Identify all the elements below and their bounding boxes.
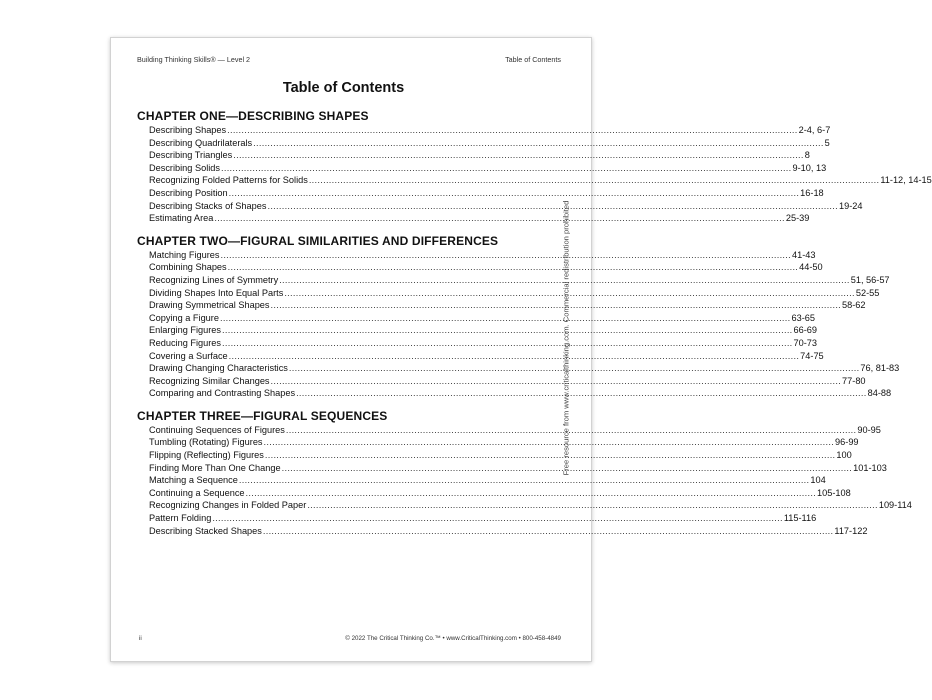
toc-entry: [149, 512, 817, 525]
dot-leader: ........................................................................................................................................................................................................: [222, 325, 793, 336]
toc-entry-title: Reducing Figures: [149, 337, 222, 348]
dot-leader: ........................................................................................................................................................................................................: [296, 388, 867, 399]
toc-entry-title: Matching a Sequence: [149, 475, 238, 486]
dot-leader: ........................................................................................................................................................................................................: [288, 363, 860, 374]
dot-leader: ........................................................................................................................................................................................................: [214, 213, 785, 224]
document-page: [110, 37, 932, 662]
toc-entry: [149, 362, 900, 375]
toc-entry-pages: 41-43: [791, 249, 816, 260]
dot-leader: ........................................................................................................................................................................................................: [219, 312, 791, 323]
toc-entry-pages: 115-116: [783, 513, 817, 524]
toc-entry-title: Flipping (Reflecting) Figures: [149, 450, 264, 461]
dot-leader: ........................................................................................................................................................................................................: [228, 350, 800, 361]
toc-entry: [149, 249, 816, 262]
dot-leader: ........................................................................................................................................................................................................: [285, 424, 857, 435]
dot-leader: ........................................................................................................................................................................................................: [245, 487, 817, 498]
toc-entry: [149, 324, 818, 337]
toc-entry: [149, 525, 868, 538]
toc-entry-pages: 76, 81-83: [860, 363, 900, 374]
toc-entry: [149, 312, 815, 325]
toc-entry-title: Recognizing Changes in Folded Paper: [149, 500, 307, 511]
toc-entry-title: Covering a Surface: [149, 350, 228, 361]
toc-entry-title: Estimating Area: [149, 213, 214, 224]
page-number: ii: [139, 635, 142, 642]
toc-entry-pages: 109-114: [878, 500, 912, 511]
toc-entry-title: Continuing Sequences of Figures: [149, 424, 285, 435]
chapter-section: [137, 109, 932, 225]
dot-leader: ........................................................................................................................................................................................................: [308, 175, 880, 186]
toc-entry-title: Pattern Folding: [149, 513, 212, 524]
toc-entry-pages: 9-10, 13: [792, 162, 827, 173]
dot-leader: ........................................................................................................................................................................................................: [233, 150, 804, 161]
dot-leader: ........................................................................................................................................................................................................: [212, 513, 783, 524]
toc-entry: [149, 287, 880, 300]
toc-entry-pages: 8: [804, 150, 810, 161]
toc-entry: [149, 212, 810, 225]
copyright-footer: © 2022 The Critical Thinking Co.™ • www.CriticalThinking.com • 800-458-4849: [345, 635, 561, 642]
chapter-heading: CHAPTER THREE—FIGURAL SEQUENCES: [137, 408, 388, 423]
toc-entry: [149, 449, 852, 462]
toc-entry-pages: 90-95: [857, 424, 881, 435]
toc-entry: [149, 436, 859, 449]
toc-entry-title: Continuing a Sequence: [149, 487, 245, 498]
toc-entry-title: Finding More Than One Change: [149, 462, 281, 473]
dot-leader: ........................................................................................................................................................................................................: [264, 450, 836, 461]
dot-leader: ........................................................................................................................................................................................................: [220, 249, 791, 260]
dot-leader: ........................................................................................................................................................................................................: [284, 287, 855, 298]
dot-leader: ........................................................................................................................................................................................................: [222, 337, 793, 348]
toc-entry-pages: 117-122: [834, 525, 868, 536]
toc-entry-pages: 101-103: [853, 462, 887, 473]
toc-entry-title: Describing Stacks of Shapes: [149, 200, 267, 211]
dot-leader: ........................................................................................................................................................................................................: [220, 162, 792, 173]
dot-leader: ........................................................................................................................................................................................................: [262, 525, 834, 536]
toc-entry-title: Copying a Figure: [149, 312, 219, 323]
toc-entry-title: Describing Stacked Shapes: [149, 525, 262, 536]
dot-leader: ........................................................................................................................................................................................................: [267, 200, 838, 211]
dot-leader: ........................................................................................................................................................................................................: [307, 500, 878, 511]
toc-entry-pages: 74-75: [800, 350, 824, 361]
toc-entry: [149, 261, 823, 274]
toc-entry: [149, 424, 881, 437]
toc-entry: [149, 299, 866, 312]
toc-entry-title: Drawing Changing Characteristics: [149, 363, 288, 374]
toc-entry-title: Combining Shapes: [149, 262, 227, 273]
toc-entry-pages: 66-69: [793, 325, 818, 336]
toc-entry: [149, 124, 831, 137]
toc-entry: [149, 499, 912, 512]
toc-entry-pages: 96-99: [835, 437, 859, 448]
toc-entry-pages: 84-88: [867, 388, 892, 399]
chapter-heading: CHAPTER TWO—FIGURAL SIMILARITIES AND DIFFERENCES: [137, 233, 499, 248]
toc-entry-pages: 70-73: [793, 337, 818, 348]
dot-leader: ........................................................................................................................................................................................................: [228, 187, 800, 198]
toc-entry-pages: 11-12, 14-15: [880, 175, 932, 186]
toc-entry-pages: 51, 56-57: [850, 274, 890, 285]
toc-entry-pages: 5: [824, 137, 830, 148]
toc-entry-pages: 58-62: [842, 300, 866, 311]
redistribution-notice: Free resource from www.criticalthinking.com. Commercial redistribution prohibited: [561, 200, 571, 476]
toc-entry: [149, 487, 851, 500]
dot-leader: ........................................................................................................................................................................................................: [263, 437, 835, 448]
toc-entry-title: Recognizing Similar Changes: [149, 375, 270, 386]
toc-entry: [149, 174, 932, 187]
toc-entry: [149, 387, 892, 400]
dot-leader: ........................................................................................................................................................................................................: [270, 300, 842, 311]
toc-entry-pages: 105-108: [817, 487, 851, 498]
toc-entry: [149, 337, 818, 350]
page-title: Table of Contents: [282, 80, 405, 96]
toc-entry-pages: 2-4, 6-7: [798, 125, 831, 135]
dot-leader: ........................................................................................................................................................................................................: [238, 475, 810, 486]
toc-entry: [149, 274, 890, 287]
toc-entry-pages: 52-55: [855, 287, 880, 298]
toc-entry: [149, 200, 863, 213]
dot-leader: ........................................................................................................................................................................................................: [270, 375, 842, 386]
toc-entry-pages: 63-65: [791, 312, 815, 323]
toc-entry-title: Recognizing Folded Patterns for Solids: [149, 175, 308, 186]
toc-entry: [149, 162, 827, 175]
toc-entry-pages: 19-24: [838, 200, 863, 211]
dot-leader: ........................................................................................................................................................................................................: [281, 462, 853, 473]
toc-entry-pages: 104: [810, 475, 826, 486]
running-header-left: Building Thinking Skills® — Level 2: [137, 55, 251, 64]
toc-entry-title: Dividing Shapes Into Equal Parts: [149, 287, 284, 298]
toc-entry-title: Drawing Symmetrical Shapes: [149, 300, 270, 311]
toc-entry: [149, 462, 887, 475]
toc-entry-title: Describing Solids: [149, 162, 220, 173]
toc-entry: [149, 187, 824, 200]
running-header-right: Table of Contents: [505, 55, 561, 64]
toc-entry: [149, 350, 824, 363]
toc-entry-pages: 25-39: [785, 213, 810, 224]
toc-entry: [149, 149, 810, 162]
toc-entry-title: Recognizing Lines of Symmetry: [149, 274, 279, 285]
toc-entry-pages: 100: [836, 450, 852, 461]
dot-leader: ........................................................................................................................................................................................................: [227, 125, 798, 135]
toc-entry-title: Comparing and Contrasting Shapes: [149, 388, 296, 399]
dot-leader: ........................................................................................................................................................................................................: [253, 137, 824, 148]
toc-entry: [149, 474, 826, 487]
toc-entry-pages: 16-18: [800, 187, 824, 198]
toc-entry-title: Matching Figures: [149, 249, 220, 260]
toc-entry-title: Enlarging Figures: [149, 325, 222, 336]
toc-entry-title: Describing Shapes: [149, 125, 227, 135]
dot-leader: ........................................................................................................................................................................................................: [227, 262, 799, 273]
toc-entry-pages: 44-50: [799, 262, 823, 273]
toc-entry-pages: 77-80: [842, 375, 866, 386]
chapter-heading: CHAPTER ONE—DESCRIBING SHAPES: [137, 109, 369, 123]
chapter-section: [137, 408, 912, 537]
dot-leader: ........................................................................................................................................................................................................: [279, 274, 850, 285]
toc-entry: [149, 375, 866, 388]
toc-entry: [149, 137, 830, 150]
toc-entry-title: Tumbling (Rotating) Figures: [149, 437, 263, 448]
toc-entry-title: Describing Position: [149, 187, 228, 198]
toc-entry-title: Describing Triangles: [149, 150, 233, 161]
toc-entry-title: Describing Quadrilaterals: [149, 137, 253, 148]
